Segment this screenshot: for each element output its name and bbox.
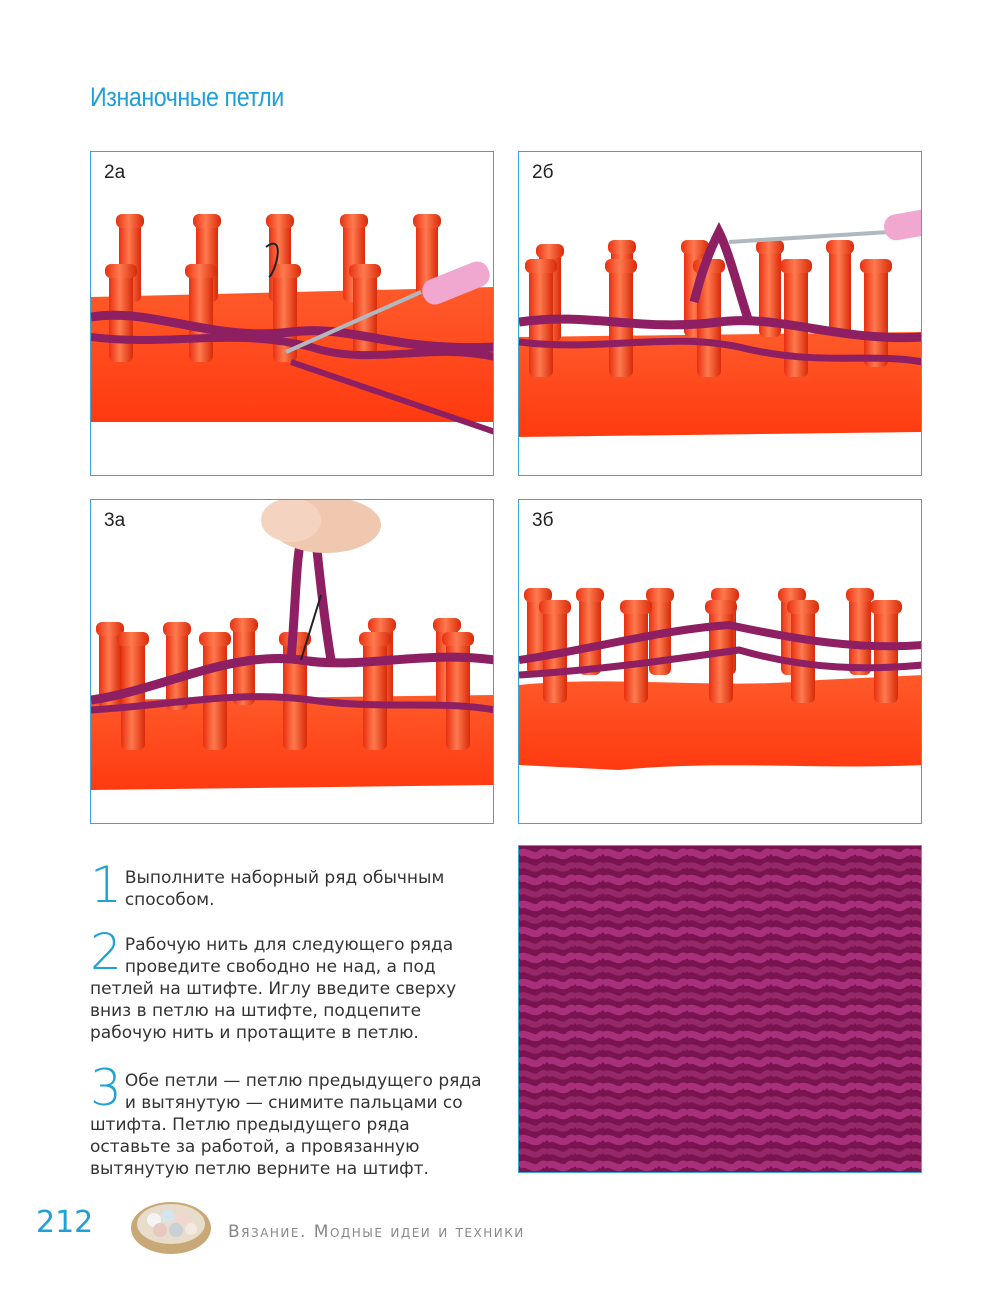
step-number: 2 (90, 923, 122, 981)
yarn-bowl-icon (128, 1190, 214, 1256)
page-title: Изнаночные петли (90, 82, 284, 112)
photo-3a (90, 499, 494, 824)
step-number: 1 (90, 856, 122, 914)
photo-2a (90, 151, 494, 476)
photo-label: 2а (104, 162, 126, 183)
book-title: Вязание. Модные идеи и техники (228, 1222, 525, 1242)
loom-illustration (519, 500, 922, 824)
photo-label: 3а (104, 510, 126, 531)
loom-illustration (519, 152, 922, 476)
step-3 (90, 1059, 490, 1180)
loom-illustration (91, 500, 494, 824)
step-text: Обе петли — петлю предыдущего ряда и вытянутую — снимите пальцами со штифта. Петлю предыдущего ряда оставьте за работой, а провязанную вытянутую петлю верните на штифт. (90, 1071, 482, 1179)
knit-swatch-photo (518, 845, 922, 1173)
photo-label: 3б (532, 510, 554, 531)
step-text: Рабочую нить для следующего ряда проведите свободно не над, а под петлей на штифте. Иглу введите сверху вниз в петлю на штифте, подцепите рабочую нить и протащите в петлю. (90, 935, 457, 1043)
step-text: Выполните наборный ряд обычным способом. (124, 868, 445, 910)
step-2 (90, 923, 490, 1044)
step-1 (90, 856, 490, 914)
photo-label: 2б (532, 162, 554, 183)
purl-texture (519, 846, 922, 1173)
page-number: 212 (36, 1205, 94, 1240)
loom-illustration (91, 152, 494, 476)
photo-2b (518, 151, 922, 476)
photo-3b (518, 499, 922, 824)
step-number: 3 (90, 1059, 122, 1117)
